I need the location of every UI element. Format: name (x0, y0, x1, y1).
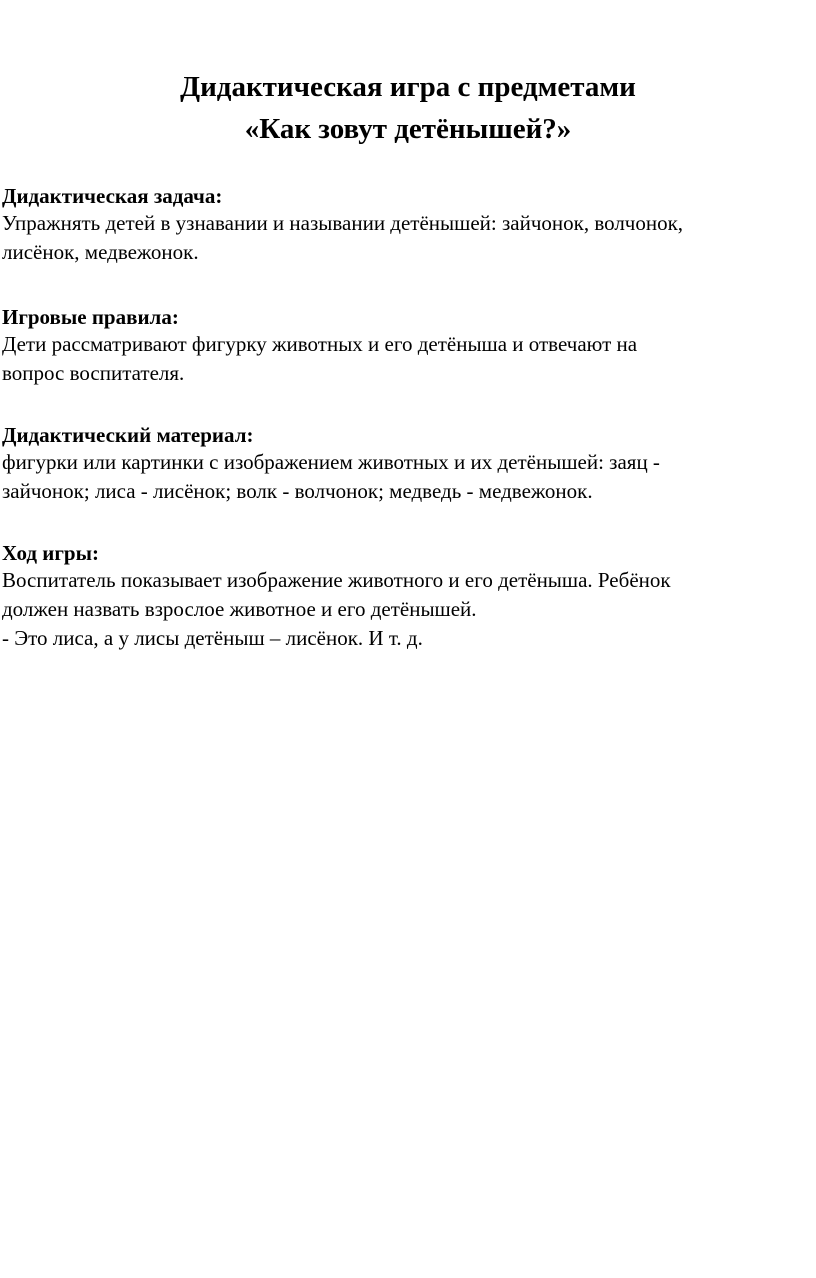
section-game-rules (2, 304, 812, 388)
section-text-line: зайчонок; лиса - лисёнок; волк - волчонок; медведь - медвежонок. (2, 479, 593, 503)
section-text-line: фигурки или картинки с изображением животных и их детёнышей: заяц - (2, 450, 660, 474)
section-text-line: вопрос воспитателя. (2, 361, 185, 385)
section-text-line: должен назвать взрослое животное и его детёнышей. (2, 597, 477, 621)
section-heading: Дидактический материал: (2, 423, 254, 447)
section-heading: Ход игры: (2, 541, 99, 565)
section-heading: Дидактическая задача: (2, 184, 223, 208)
document-title (0, 66, 816, 150)
title-line-2: «Как зовут детёнышей?» (244, 113, 572, 145)
section-text-line: - Это лиса, а у лисы детёныш – лисёнок. И т. д. (2, 626, 423, 650)
section-text-line: Воспитатель показывает изображение животного и его детёныша. Ребёнок (2, 568, 671, 592)
section-text-line: Упражнять детей в узнавании и назывании детёнышей: зайчонок, волчонок, (2, 211, 684, 235)
section-text-line: Дети рассматривают фигурку животных и его детёныша и отвечают на (2, 332, 638, 356)
section-heading: Игровые правила: (2, 305, 179, 329)
section-game-course (2, 540, 812, 653)
section-didactic-material (2, 422, 812, 506)
title-line-1: Дидактическая игра с предметами (180, 71, 636, 103)
section-didactic-task (2, 183, 812, 267)
section-text-line: лисёнок, медвежонок. (2, 240, 199, 264)
